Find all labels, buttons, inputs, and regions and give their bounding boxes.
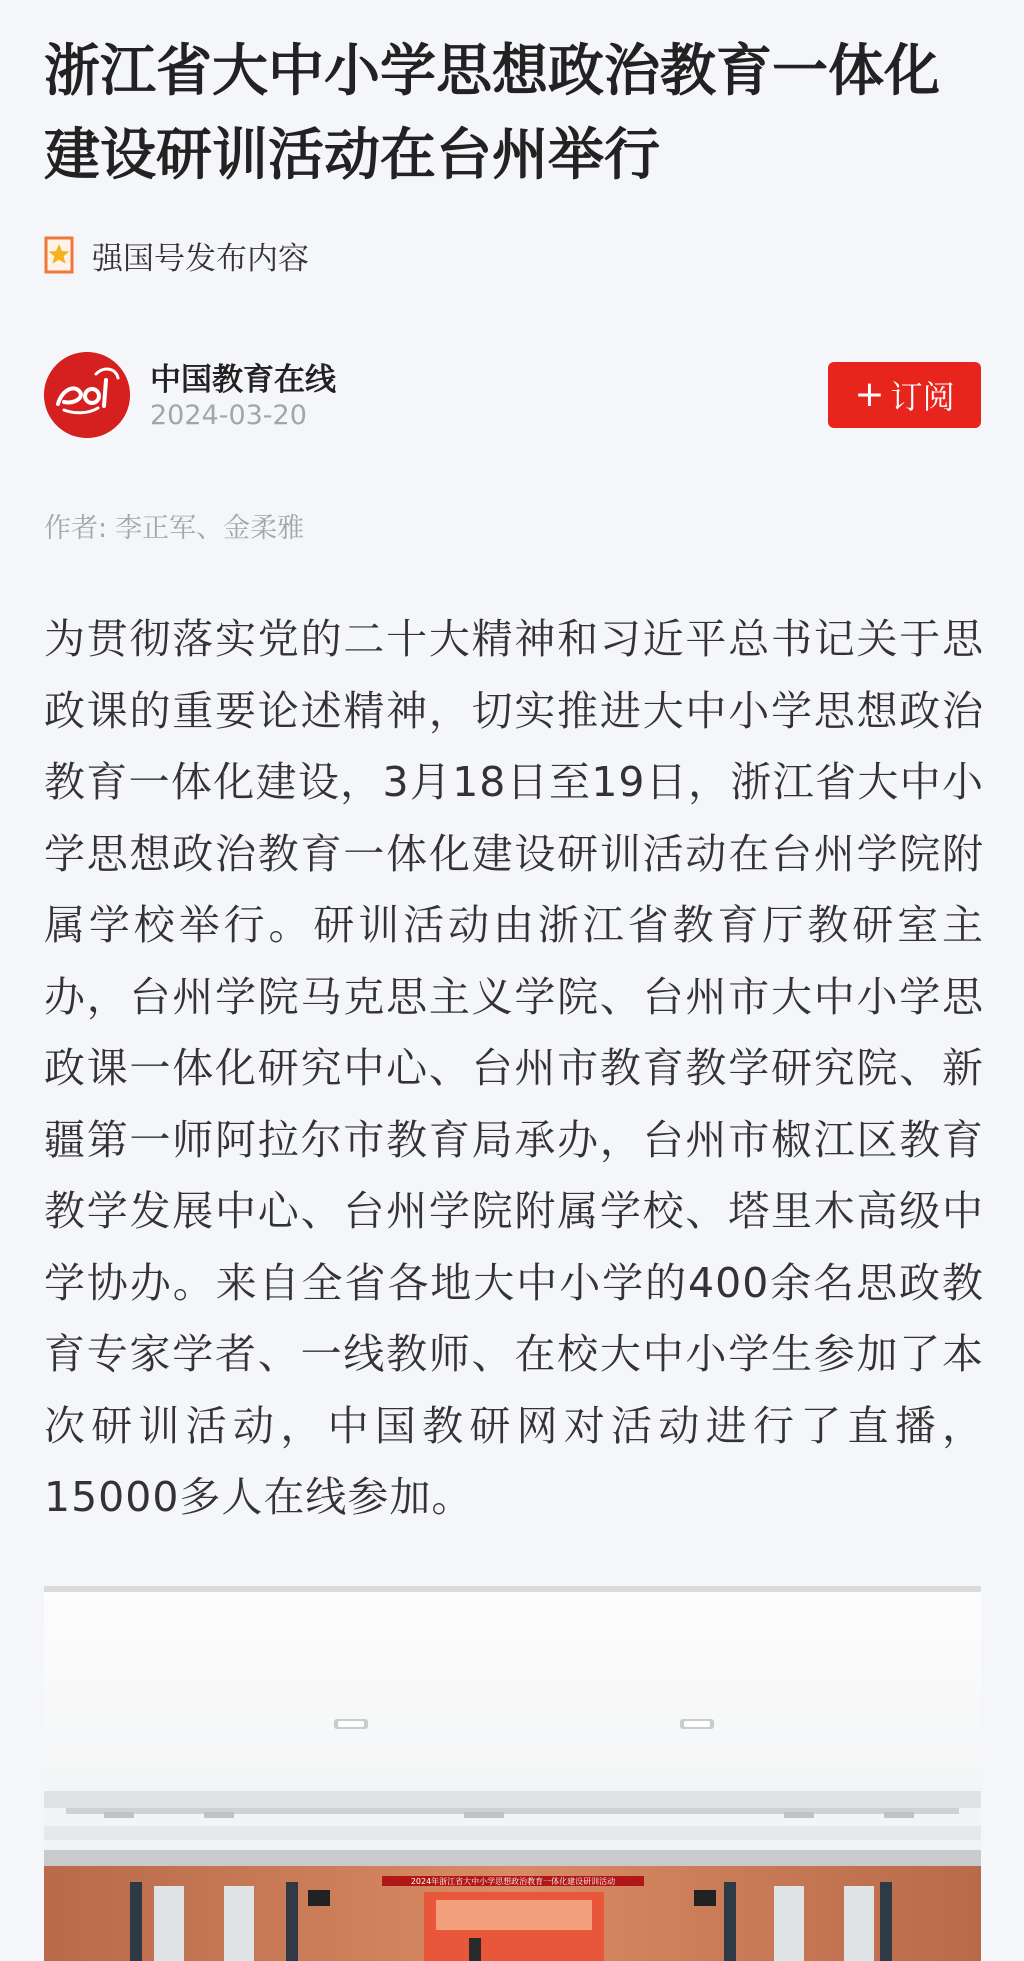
plus-icon: + — [854, 374, 885, 415]
conference-photo-image — [44, 1586, 981, 1961]
source-row — [44, 234, 309, 276]
publisher-row — [44, 350, 981, 440]
publisher-avatar[interactable] — [44, 352, 130, 438]
subscribe-button[interactable] — [828, 362, 981, 428]
star-badge-icon — [44, 236, 74, 274]
publish-date: 2024-03-20 — [150, 400, 307, 431]
eol-logo-icon — [44, 352, 130, 438]
byline — [44, 506, 304, 545]
byline-authors: 李正军、金柔雅 — [115, 513, 305, 544]
article-title: 浙江省大中小学思想政治教育一体化建设研训活动在台州举行 — [44, 39, 940, 188]
article-photo[interactable] — [44, 1586, 981, 1961]
photo-banner-text: 2024年浙江省大中小学思想政治教育一体化建设研训活动 — [410, 1877, 616, 1886]
source-label: 强国号发布内容 — [92, 240, 309, 277]
publisher-name[interactable]: 中国教育在线 — [150, 362, 336, 398]
article-body: 为贯彻落实党的二十大精神和习近平总书记关于思政课的重要论述精神，切实推进大中小学思想政治教育一体化建设，3月18日至19日，浙江省大中小学思想政治教育一体化建设研训活动在台州学院附属学校举行。研训活动由浙江省教育厅教研室主办，台州学院马克思主义学院、台州市大中小学思政课一体化研究中心、台州市教育教学研究院、新疆第一师阿拉尔市教育局承办，台州市椒江区教育教学发展中心、台州学院附属学校、塔里木高级中学协办。来自全省各地大中小学的400余名思政教育专家学者、一线教师、在校大中小学生参加了本次研训活动，中国教研网对活动进行了直播，15000多人在线参加。 — [44, 615, 984, 1521]
byline-label: 作者: — [44, 513, 108, 544]
subscribe-label: 订阅 — [890, 378, 955, 416]
